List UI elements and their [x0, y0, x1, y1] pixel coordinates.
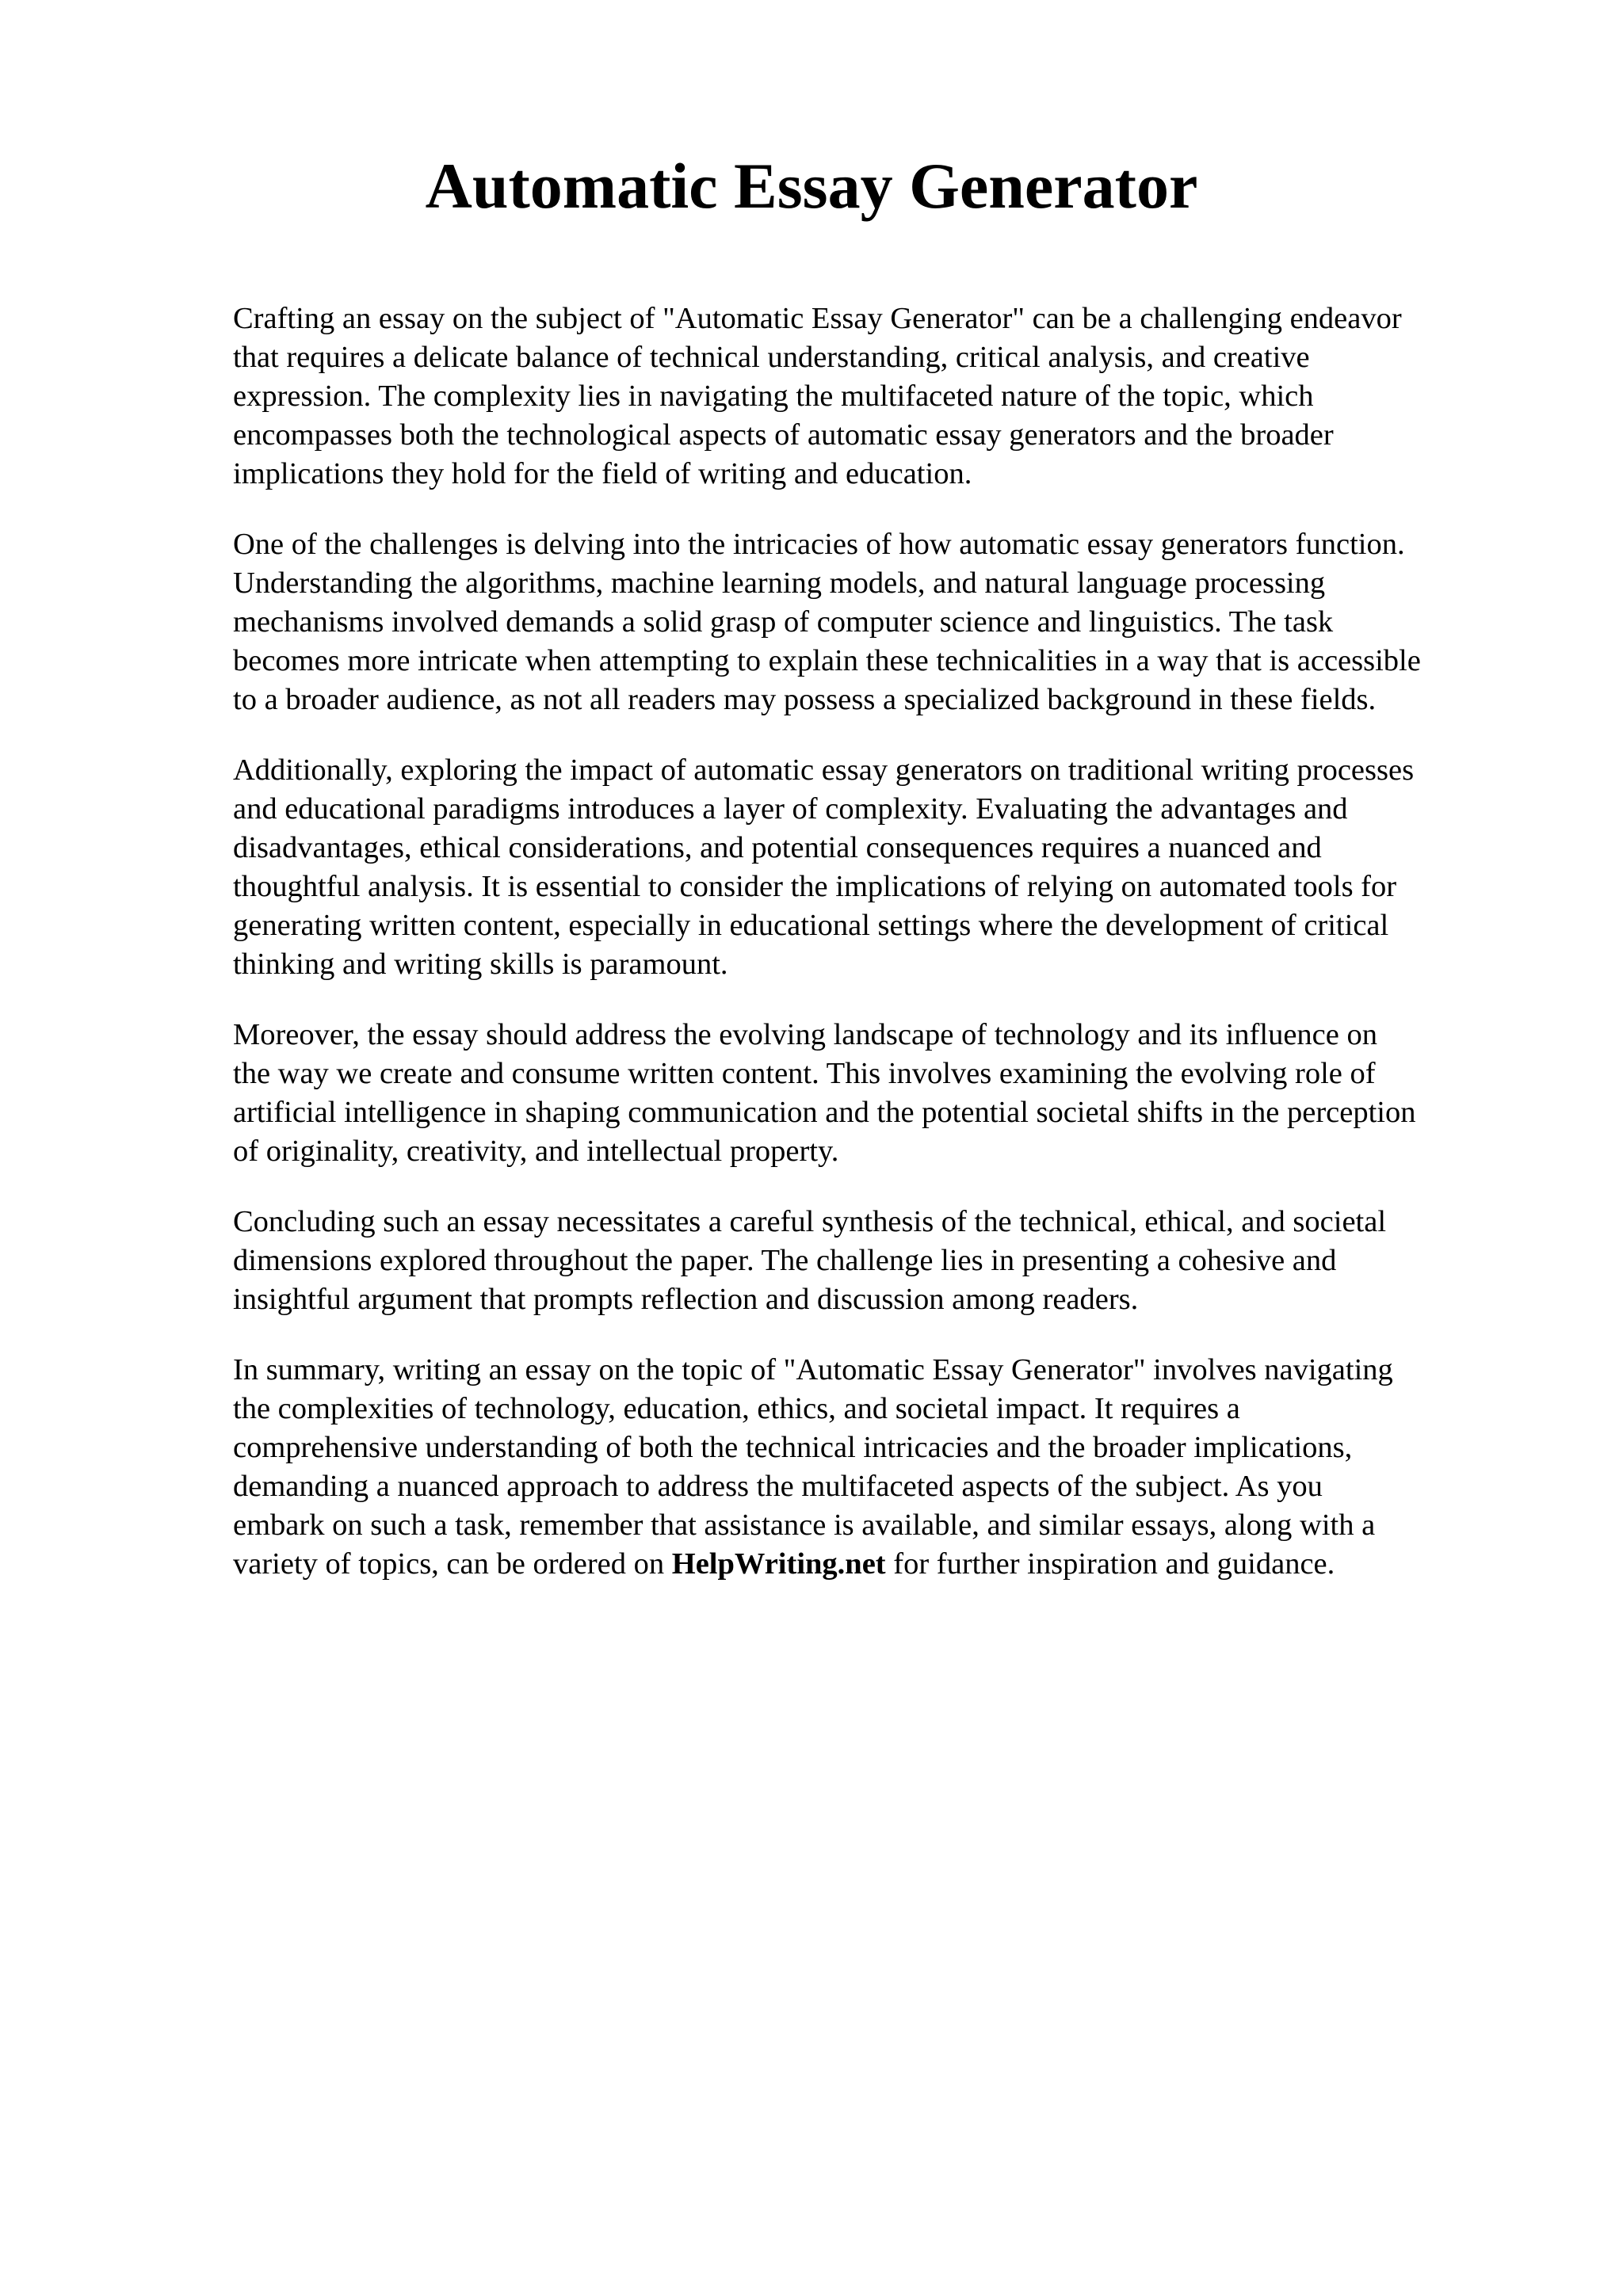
document-title: Automatic Essay Generator — [425, 150, 1198, 222]
paragraph-line: becomes more intricate when attempting to explain these technicalities in a way that is accessible — [233, 644, 1421, 677]
paragraph-line: Concluding such an essay necessitates a careful synthesis of the technical, ethical, and societal — [233, 1205, 1387, 1238]
paragraph-line: Moreover, the essay should address the evolving landscape of technology and its influence on — [233, 1018, 1377, 1051]
paragraph-line: implications they hold for the field of writing and education. — [233, 457, 972, 490]
paragraph-line: dimensions explored throughout the paper. The challenge lies in presenting a cohesive and — [233, 1244, 1337, 1277]
paragraph-2 — [233, 525, 1533, 719]
helpwriting-link[interactable]: HelpWriting.net — [671, 1547, 886, 1581]
paragraph-4 — [233, 1016, 1533, 1171]
paragraph-final-line — [233, 1545, 1533, 1584]
paragraph-line: to a broader audience, as not all readers may possess a specialized background in these fields. — [233, 683, 1377, 716]
essay-body — [233, 299, 1533, 1615]
paragraph-line: of originality, creativity, and intellectual property. — [233, 1135, 839, 1168]
paragraph-line: demanding a nuanced approach to address the multifaceted aspects of the subject. As you — [233, 1470, 1323, 1503]
paragraph-line: Additionally, exploring the impact of automatic essay generators on traditional writing processes — [233, 753, 1415, 787]
paragraph-line: In summary, writing an essay on the topic of "Automatic Essay Generator" involves navigating — [233, 1353, 1393, 1386]
paragraph-line: thinking and writing skills is paramount. — [233, 948, 728, 981]
paragraph-5 — [233, 1203, 1533, 1319]
paragraph-line: comprehensive understanding of both the technical intricacies and the broader implications, — [233, 1431, 1353, 1464]
paragraph-line: disadvantages, ethical considerations, and potential consequences requires a nuanced and — [233, 831, 1322, 864]
paragraph-1 — [233, 299, 1533, 494]
final-line-before-text: variety of topics, can be ordered on — [233, 1547, 672, 1581]
paragraph-line: insightful argument that prompts reflection and discussion among readers. — [233, 1283, 1139, 1316]
paragraph-line: the complexities of technology, education, ethics, and societal impact. It requires a — [233, 1392, 1240, 1425]
paragraph-line: expression. The complexity lies in navigating the multifaceted nature of the topic, which — [233, 379, 1314, 413]
paragraph-line: and educational paradigms introduces a layer of complexity. Evaluating the advantages and — [233, 792, 1348, 826]
paragraph-line: the way we create and consume written content. This involves examining the evolving role of — [233, 1057, 1376, 1090]
paragraph-line: Understanding the algorithms, machine learning models, and natural language processing — [233, 566, 1326, 600]
paragraph-line: encompasses both the technological aspects of automatic essay generators and the broader — [233, 418, 1334, 452]
paragraph-3 — [233, 751, 1533, 984]
paragraph-line: that requires a delicate balance of technical understanding, critical analysis, and creative — [233, 341, 1310, 374]
paragraph-line: artificial intelligence in shaping communication and the potential societal shifts in the perception — [233, 1096, 1416, 1129]
paragraph-line: embark on such a task, remember that assistance is available, and similar essays, along with a — [233, 1508, 1376, 1542]
paragraph-line: One of the challenges is delving into the intricacies of how automatic essay generators function. — [233, 528, 1405, 561]
paragraph-line: Crafting an essay on the subject of "Automatic Essay Generator" can be a challenging endeavor — [233, 302, 1402, 335]
paragraph-6 — [233, 1351, 1533, 1584]
paragraph-line: mechanisms involved demands a solid grasp of computer science and linguistics. The task — [233, 605, 1334, 639]
paragraph-line: generating written content, especially in educational settings where the development of critical — [233, 909, 1389, 942]
final-line-after-text: for further inspiration and guidance. — [893, 1547, 1335, 1581]
paragraph-line: thoughtful analysis. It is essential to consider the implications of relying on automated tools for — [233, 870, 1397, 903]
